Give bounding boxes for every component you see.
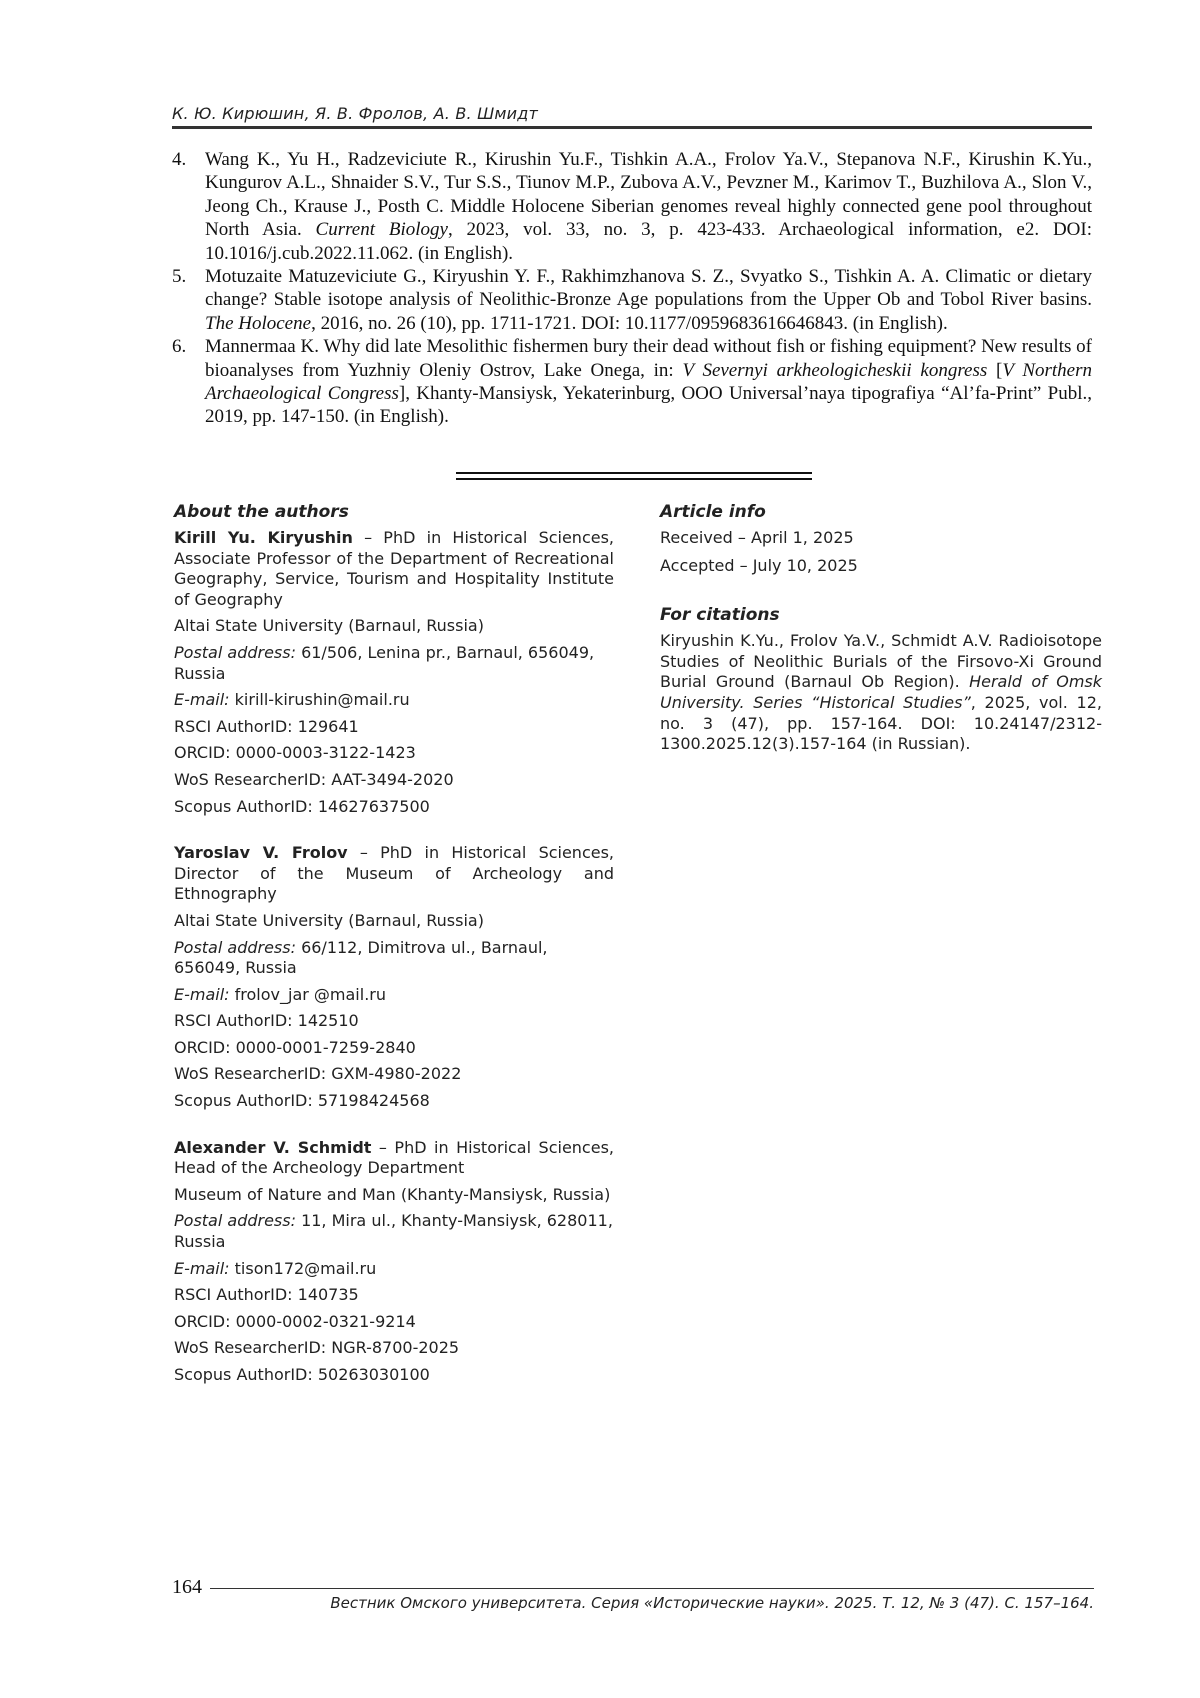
author-email: E-mail: kirill-kirushin@mail.ru [174,690,410,710]
author-affiliation: Altai State University (Barnaul, Russia) [174,616,484,636]
citation-text: Kiryushin K.Yu., Frolov Ya.V., Schmidt A.V. Radioisotope Studies of Neolithic Burials of the Firsovo-Xi Ground Burial Ground (Barnaul Ob Region). Herald of Omsk University. Series “Historical Studies”, 2025, vol. 12, no. 3 (47), pp. 157-164. DOI: 10.24147/2312-1300.2025.12(3).157-164 (in Russian). [660,631,1103,754]
running-head: К. Ю. Кирюшин, Я. В. Фролов, А. В. Шмидт [172,104,539,123]
author-lead: Kirill Yu. Kiryushin – PhD in Historical Sciences, Associate Professor of the Department of Recreational Geography, Service, Tourism and Hospitality Institute of Geography [174,528,615,609]
author-name: Kirill Yu. Kiryushin [174,528,353,547]
author-email: E-mail: tison172@mail.ru [174,1258,377,1278]
author-lead: Yaroslav V. Frolov – PhD in Historical Sciences, Director of the Museum of Archeology and Ethnography [174,843,615,904]
author-postal: Postal address: 11, Mira ul., Khanty-Mansiysk, 628011, Russia [174,1211,613,1252]
book-title-translation: V Northern Archaeological Congress [205,359,1093,405]
journal-title: The Holocene [205,312,312,334]
reference-number: 4. [172,149,187,170]
reference-item [172,148,1092,265]
citation-heading: For citations [660,605,780,626]
about-authors-heading: About the authors [174,502,349,522]
author-name: Alexander V. Schmidt [174,1137,372,1157]
author-affiliation: Museum of Nature and Man (Khanty-Mansiysk, Russia) [174,1184,611,1204]
reference-text: Wang K., Yu H., Radzeviciute R., Kirushin Yu.F., Tishkin A.A., Frolov Ya.V., Stepanova N.F., Kirushin K.Yu., Kungurov A.L., Shnaider S.V., Tur S.S., Tiunov M.P., Zubova A.V., Pevzner M., Karimov T., Buzhilova A., Slon V., Jeong Ch., Krause J., Posth C. Middle Holocene Siberian genomes reveal highly connected gene pool throughout North Asia. Current Biology, 2023, vol. 33, no. 3, p. 423-433. Archaeological information, e2. DOI: 10.1016/j.cub.2022.11.062. (in English). [205,149,1092,264]
book-title: V Severnyi arkheologicheskii kongress [682,359,988,381]
author-scopus: Scopus AuthorID: 57198424568 [174,1091,430,1111]
author-rsci: RSCI AuthorID: 140735 [174,1285,359,1305]
author-postal: Postal address: 66/112, Dimitrova ul., Barnaul, 656049, Russia [174,937,548,978]
reference-list [172,148,1092,429]
article-info-column [660,502,1102,755]
author-wos: WoS ResearcherID: GXM-4980-2022 [174,1064,462,1084]
author-lead: Alexander V. Schmidt – PhD in Historical Sciences, Head of the Archeology Department [174,1137,614,1178]
accepted-date: Accepted – July 10, 2025 [660,555,858,575]
journal-title: Current Biology [315,219,448,241]
reference-text: Mannermaa K. Why did late Mesolithic fishermen bury their dead without fish or fishing equipment? New results of bioanalyses from Yuzhniy Oleniy Ostrov, Lake Onega, in: V Severnyi arkheologicheskii kongress [V Northern Archaeological Congress], Khanty-Mansiysk, Yekaterinburg, OOO Universal’naya tipografiya “Al’fa-Print” Publ., 2019, pp. 147-150. (in English). [205,336,1093,428]
reference-item [172,265,1092,335]
footer-rule [210,1588,1094,1589]
reference-item [172,335,1092,429]
author-affiliation: Altai State University (Barnaul, Russia) [174,910,484,930]
author-orcid: ORCID: 0000-0003-3122-1423 [174,743,416,763]
author-rsci: RSCI AuthorID: 142510 [174,1011,359,1031]
header-rule [172,126,1092,129]
section-divider [456,472,812,480]
author-scopus: Scopus AuthorID: 14627637500 [174,796,430,816]
article-info-heading: Article info [660,502,766,522]
author-postal: Postal address: 61/506, Lenina pr., Barnaul, 656049, Russia [174,642,595,683]
reference-number: 5. [172,266,187,288]
author-block [174,1138,614,1386]
journal-footer: Вестник Омского университета. Серия «Исторические науки». 2025. Т. 12, № 3 (47). С. 157–164. [330,1594,1094,1612]
author-orcid: ORCID: 0000-0002-0321-9214 [174,1311,416,1331]
author-rsci: RSCI AuthorID: 129641 [174,716,359,736]
author-email: E-mail: frolov_jar @mail.ru [174,984,386,1004]
author-scopus: Scopus AuthorID: 50263030100 [174,1365,430,1384]
author-block [174,528,614,817]
author-block [174,843,614,1112]
author-name: Yaroslav V. Frolov [174,843,348,863]
reference-number: 6. [172,336,187,358]
about-authors-column [174,502,614,1412]
author-orcid: ORCID: 0000-0001-7259-2840 [174,1037,416,1057]
page-number: 164 [172,1576,202,1598]
author-wos: WoS ResearcherID: AAT-3494-2020 [174,769,454,789]
received-date: Received – April 1, 2025 [660,528,854,547]
author-wos: WoS ResearcherID: NGR-8700-2025 [174,1338,460,1358]
citation-journal: Herald of Omsk University. Series “Historical Studies” [660,672,1103,712]
reference-text: Motuzaite Matuzeviciute G., Kiryushin Y. F., Rakhimzhanova S. Z., Svyatko S., Tishkin A. A. Climatic or dietary change? Stable isotope analysis of Neolithic-Bronze Age populations from the Upper Ob and Tobol River basins. The Holocene, 2016, no. 26 (10), pp. 1711-1721. DOI: 10.1177/0959683616646843. (in English). [205,266,1092,334]
